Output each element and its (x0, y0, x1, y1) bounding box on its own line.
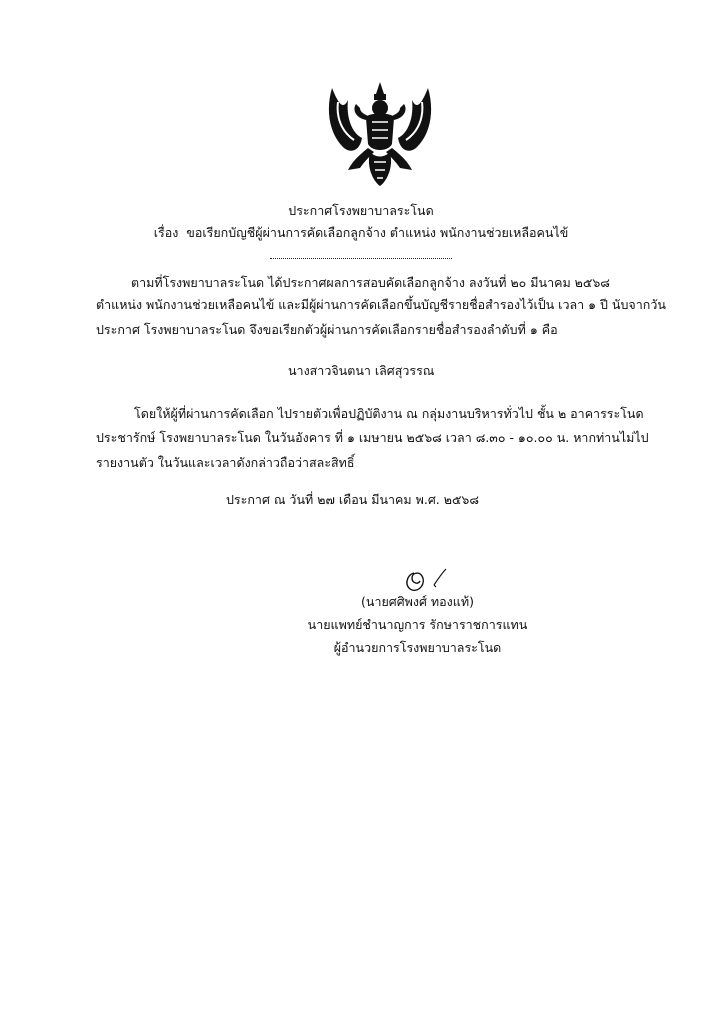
paragraph-1-line-3: ประกาศ โรงพยาบาลระโนด จึงขอเรียกตัวผู้ผ่านการคัดเลือกรายชื่อสำรองลำดับที่ ๑ คือ (96, 322, 558, 337)
announcement-date: ประกาศ ณ วันที่ ๒๗ เดือน มีนาคม พ.ศ. ๒๕๖๘ (226, 492, 479, 507)
signatory-position-2: ผู้อำนวยการโรงพยาบาลระโนด (333, 640, 502, 655)
paragraph-2-line-1: โดยให้ผู้ที่ผ่านการคัดเลือก ไปรายตัวเพื่อปฏิบัติงาน ณ กลุ่มงานบริหารทั่วไป ชั้น ๒ อาคารระโนด (134, 406, 644, 421)
subject-text: ขอเรียกบัญชีผู้ผ่านการคัดเลือกลูกจ้าง ตำแหน่ง พนักงานช่วยเหลือคนไข้ (186, 225, 569, 240)
paragraph-1-line-1: ตามที่โรงพยาบาลระโนด ได้ประกาศผลการสอบคัดเลือกลูกจ้าง ลงวันที่ ๒๐ มีนาคม ๒๕๖๘ (131, 275, 610, 290)
subject-label: เรื่อง (153, 225, 179, 240)
signatory-name: (นายศศิพงศ์ ทองแท้) (361, 594, 474, 609)
document-title: ประกาศโรงพยาบาลระโนด (288, 203, 434, 218)
garuda-emblem-icon (322, 78, 438, 190)
signatory-position-1: นายแพทย์ชำนาญการ รักษาราชการแทน (307, 617, 528, 632)
paragraph-2-line-2: ประชารักษ์ โรงพยาบาลระโนด ในวันอังคาร ที่ ๑ เมษายน ๒๕๖๘ เวลา ๘.๓๐ - ๑๐.๐๐ น. หากท่านไม่ไป (96, 430, 649, 445)
candidate-name: นางสาวจินตนา เลิศสุวรรณ (288, 363, 435, 378)
handwritten-signature (400, 565, 460, 595)
paragraph-1-line-2: ตำแหน่ง พนักงานช่วยเหลือคนไข้ และมีผู้ผ่านการคัดเลือกขึ้นบัญชีรายชื่อสำรองไว้เป็น เวลา ๑ ปี นับจากวัน (96, 297, 666, 312)
separator-rule (270, 248, 452, 259)
subject-line (0, 225, 722, 241)
paragraph-2-line-3: รายงานตัว ในวันและเวลาดังกล่าวถือว่าสละสิทธิ์ (96, 455, 355, 470)
